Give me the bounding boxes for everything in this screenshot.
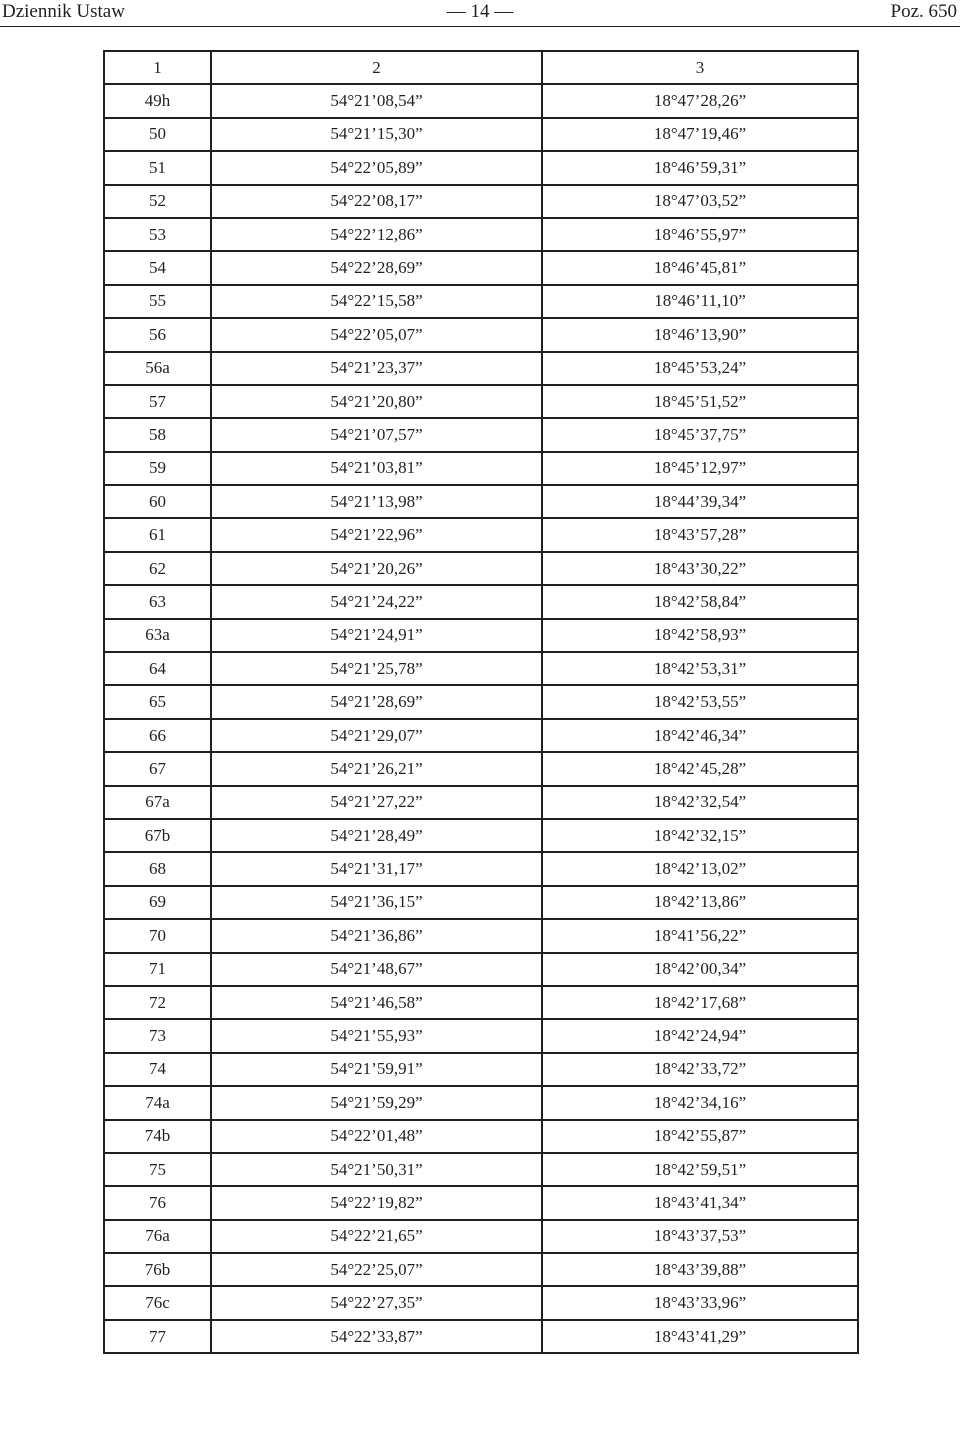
table-row (104, 986, 858, 1019)
latitude-cell: 54°21’50,31” (211, 1153, 542, 1186)
point-id-cell: 55 (104, 285, 211, 318)
column-header-3: 3 (542, 51, 858, 84)
table-row (104, 318, 858, 351)
latitude-cell: 54°21’07,57” (211, 418, 542, 451)
latitude-cell: 54°21’31,17” (211, 852, 542, 885)
page-header (0, 0, 960, 26)
point-id-cell: 68 (104, 852, 211, 885)
latitude-cell: 54°21’24,91” (211, 619, 542, 652)
latitude-cell: 54°22’15,58” (211, 285, 542, 318)
longitude-cell: 18°42’58,84” (542, 585, 858, 618)
longitude-cell: 18°42’32,15” (542, 819, 858, 852)
table-row (104, 552, 858, 585)
table-row (104, 151, 858, 184)
longitude-cell: 18°42’45,28” (542, 752, 858, 785)
longitude-cell: 18°42’46,34” (542, 719, 858, 752)
longitude-cell: 18°42’32,54” (542, 786, 858, 819)
point-id-cell: 57 (104, 385, 211, 418)
longitude-cell: 18°42’55,87” (542, 1120, 858, 1153)
latitude-cell: 54°22’33,87” (211, 1320, 542, 1353)
longitude-cell: 18°45’37,75” (542, 418, 858, 451)
point-id-cell: 76b (104, 1253, 211, 1286)
table-row (104, 352, 858, 385)
longitude-cell: 18°42’00,34” (542, 953, 858, 986)
longitude-cell: 18°42’59,51” (542, 1153, 858, 1186)
point-id-cell: 72 (104, 986, 211, 1019)
longitude-cell: 18°46’59,31” (542, 151, 858, 184)
point-id-cell: 54 (104, 251, 211, 284)
point-id-cell: 67a (104, 786, 211, 819)
longitude-cell: 18°42’17,68” (542, 986, 858, 1019)
longitude-cell: 18°44’39,34” (542, 485, 858, 518)
latitude-cell: 54°21’20,26” (211, 552, 542, 585)
table-row (104, 285, 858, 318)
table-row (104, 1120, 858, 1153)
longitude-cell: 18°42’24,94” (542, 1019, 858, 1052)
latitude-cell: 54°21’28,69” (211, 685, 542, 718)
latitude-cell: 54°21’26,21” (211, 752, 542, 785)
point-id-cell: 59 (104, 452, 211, 485)
table-row (104, 685, 858, 718)
table-row (104, 719, 858, 752)
table-row (104, 919, 858, 952)
table-row (104, 585, 858, 618)
latitude-cell: 54°21’15,30” (211, 118, 542, 151)
table-row (104, 418, 858, 451)
latitude-cell: 54°21’46,58” (211, 986, 542, 1019)
point-id-cell: 58 (104, 418, 211, 451)
longitude-cell: 18°42’13,02” (542, 852, 858, 885)
point-id-cell: 50 (104, 118, 211, 151)
column-header-2: 2 (211, 51, 542, 84)
point-id-cell: 76c (104, 1286, 211, 1319)
latitude-cell: 54°22’19,82” (211, 1186, 542, 1219)
point-id-cell: 64 (104, 652, 211, 685)
latitude-cell: 54°21’48,67” (211, 953, 542, 986)
point-id-cell: 70 (104, 919, 211, 952)
latitude-cell: 54°22’21,65” (211, 1220, 542, 1253)
point-id-cell: 74a (104, 1086, 211, 1119)
table-row (104, 1086, 858, 1119)
latitude-cell: 54°22’27,35” (211, 1286, 542, 1319)
longitude-cell: 18°46’55,97” (542, 218, 858, 251)
latitude-cell: 54°21’08,54” (211, 84, 542, 117)
point-id-cell: 51 (104, 151, 211, 184)
latitude-cell: 54°22’28,69” (211, 251, 542, 284)
longitude-cell: 18°45’53,24” (542, 352, 858, 385)
longitude-cell: 18°43’37,53” (542, 1220, 858, 1253)
table-header-row (104, 51, 858, 84)
latitude-cell: 54°21’22,96” (211, 518, 542, 551)
latitude-cell: 54°21’36,15” (211, 886, 542, 919)
point-id-cell: 77 (104, 1320, 211, 1353)
table-row (104, 185, 858, 218)
point-id-cell: 76a (104, 1220, 211, 1253)
latitude-cell: 54°21’59,91” (211, 1053, 542, 1086)
table-row (104, 1320, 858, 1353)
latitude-cell: 54°22’08,17” (211, 185, 542, 218)
item-number: Poz. 650 (890, 1, 957, 22)
table-row (104, 118, 858, 151)
longitude-cell: 18°45’12,97” (542, 452, 858, 485)
latitude-cell: 54°21’55,93” (211, 1019, 542, 1052)
latitude-cell: 54°21’59,29” (211, 1086, 542, 1119)
longitude-cell: 18°46’13,90” (542, 318, 858, 351)
point-id-cell: 49h (104, 84, 211, 117)
longitude-cell: 18°42’33,72” (542, 1053, 858, 1086)
point-id-cell: 56 (104, 318, 211, 351)
point-id-cell: 74 (104, 1053, 211, 1086)
point-id-cell: 67b (104, 819, 211, 852)
table-row (104, 1220, 858, 1253)
latitude-cell: 54°22’01,48” (211, 1120, 542, 1153)
longitude-cell: 18°42’53,55” (542, 685, 858, 718)
longitude-cell: 18°45’51,52” (542, 385, 858, 418)
point-id-cell: 74b (104, 1120, 211, 1153)
point-id-cell: 69 (104, 886, 211, 919)
table-row (104, 1019, 858, 1052)
point-id-cell: 52 (104, 185, 211, 218)
table-row (104, 385, 858, 418)
point-id-cell: 62 (104, 552, 211, 585)
latitude-cell: 54°22’12,86” (211, 218, 542, 251)
table-row (104, 485, 858, 518)
point-id-cell: 71 (104, 953, 211, 986)
point-id-cell: 76 (104, 1186, 211, 1219)
latitude-cell: 54°22’05,89” (211, 151, 542, 184)
table-row (104, 652, 858, 685)
point-id-cell: 53 (104, 218, 211, 251)
latitude-cell: 54°21’03,81” (211, 452, 542, 485)
page-number: — 14 — (446, 1, 514, 22)
latitude-cell: 54°21’27,22” (211, 786, 542, 819)
table-row (104, 852, 858, 885)
table-row (104, 1253, 858, 1286)
journal-title: Dziennik Ustaw (2, 1, 125, 22)
table-row (104, 752, 858, 785)
coordinates-table (103, 50, 859, 1354)
table-row (104, 251, 858, 284)
longitude-cell: 18°46’11,10” (542, 285, 858, 318)
point-id-cell: 63a (104, 619, 211, 652)
table-row (104, 452, 858, 485)
latitude-cell: 54°21’24,22” (211, 585, 542, 618)
longitude-cell: 18°42’58,93” (542, 619, 858, 652)
latitude-cell: 54°21’13,98” (211, 485, 542, 518)
longitude-cell: 18°47’28,26” (542, 84, 858, 117)
point-id-cell: 67 (104, 752, 211, 785)
longitude-cell: 18°47’19,46” (542, 118, 858, 151)
table-row (104, 518, 858, 551)
latitude-cell: 54°22’25,07” (211, 1253, 542, 1286)
header-rule (0, 26, 960, 27)
latitude-cell: 54°22’05,07” (211, 318, 542, 351)
table-row (104, 218, 858, 251)
column-header-1: 1 (104, 51, 211, 84)
point-id-cell: 73 (104, 1019, 211, 1052)
table-row (104, 84, 858, 117)
latitude-cell: 54°21’28,49” (211, 819, 542, 852)
longitude-cell: 18°42’34,16” (542, 1086, 858, 1119)
longitude-cell: 18°43’30,22” (542, 552, 858, 585)
table-row (104, 1186, 858, 1219)
table-row (104, 953, 858, 986)
table-row (104, 619, 858, 652)
table-row (104, 1153, 858, 1186)
longitude-cell: 18°41’56,22” (542, 919, 858, 952)
table-row (104, 819, 858, 852)
longitude-cell: 18°43’33,96” (542, 1286, 858, 1319)
point-id-cell: 60 (104, 485, 211, 518)
table-row (104, 886, 858, 919)
longitude-cell: 18°42’13,86” (542, 886, 858, 919)
table-row (104, 786, 858, 819)
latitude-cell: 54°21’29,07” (211, 719, 542, 752)
longitude-cell: 18°47’03,52” (542, 185, 858, 218)
latitude-cell: 54°21’36,86” (211, 919, 542, 952)
point-id-cell: 63 (104, 585, 211, 618)
longitude-cell: 18°46’45,81” (542, 251, 858, 284)
longitude-cell: 18°42’53,31” (542, 652, 858, 685)
longitude-cell: 18°43’39,88” (542, 1253, 858, 1286)
point-id-cell: 56a (104, 352, 211, 385)
point-id-cell: 65 (104, 685, 211, 718)
longitude-cell: 18°43’41,29” (542, 1320, 858, 1353)
table-row (104, 1286, 858, 1319)
point-id-cell: 75 (104, 1153, 211, 1186)
table-row (104, 1053, 858, 1086)
latitude-cell: 54°21’23,37” (211, 352, 542, 385)
latitude-cell: 54°21’20,80” (211, 385, 542, 418)
latitude-cell: 54°21’25,78” (211, 652, 542, 685)
longitude-cell: 18°43’41,34” (542, 1186, 858, 1219)
longitude-cell: 18°43’57,28” (542, 518, 858, 551)
point-id-cell: 66 (104, 719, 211, 752)
point-id-cell: 61 (104, 518, 211, 551)
